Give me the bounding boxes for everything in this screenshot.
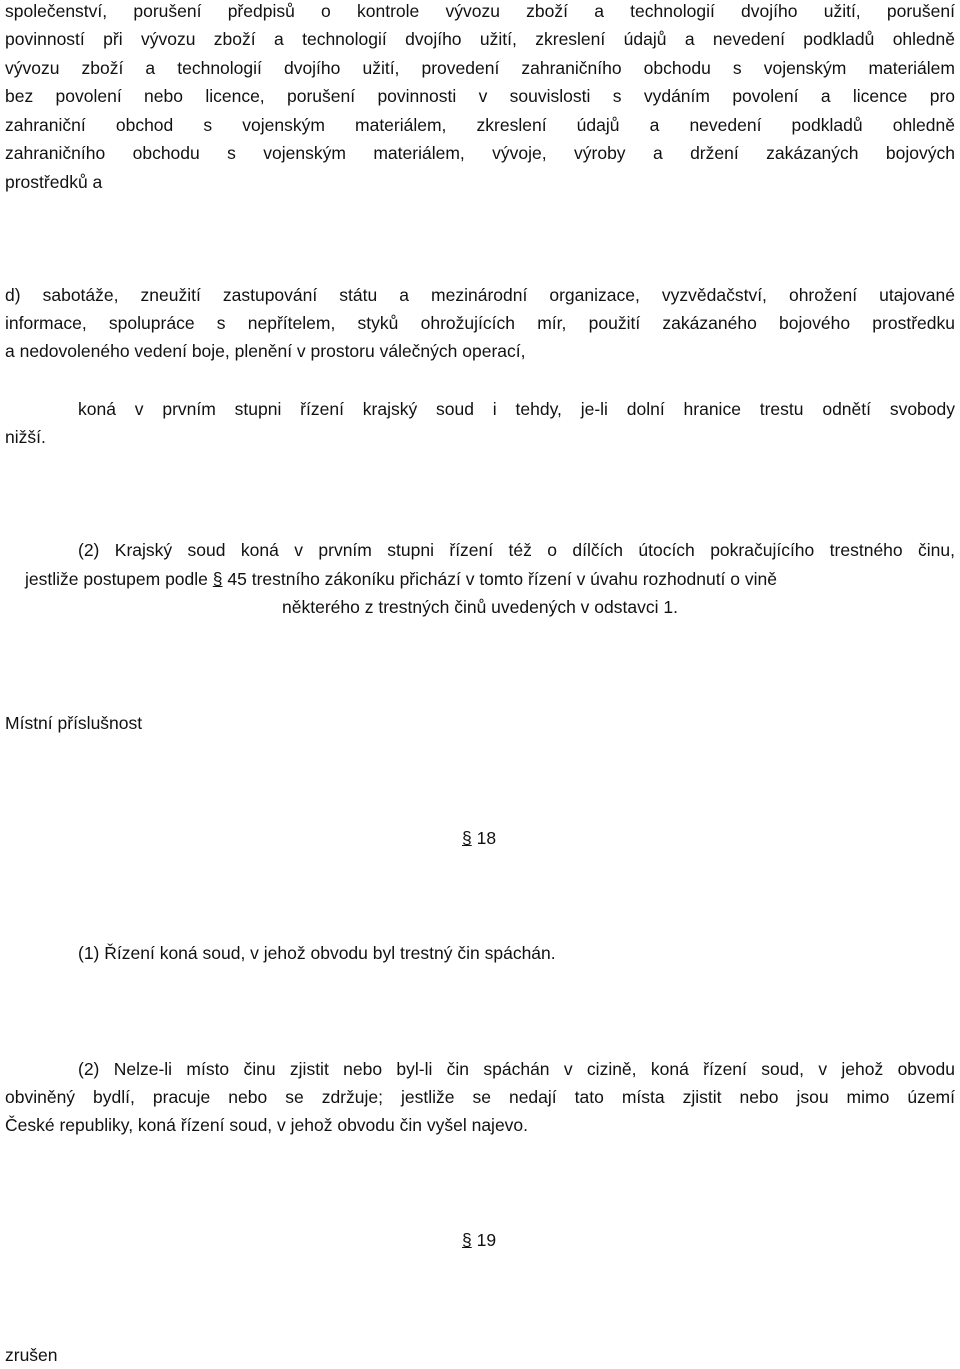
text-line: zahraniční obchod s vojenským materiálem, zkreslení údajů a nevedení podkladů ohledně xyxy=(5,115,955,135)
text-line: (2) Nelze-li místo činu zjistit nebo byl-li čin spáchán v cizině, koná řízení soud, v jehož obvodu xyxy=(78,1059,955,1079)
text-line: koná v prvním stupni řízení krajský soud i tehdy, je-li dolní hranice trestu odnětí svobody xyxy=(78,399,955,419)
section-number: 18 xyxy=(476,828,497,848)
text-line: zahraničního obchodu s vojenským materiálem, vývoje, výroby a držení zakázaných bojových xyxy=(5,143,955,163)
text-line: bez povolení nebo licence, porušení povinnosti v souvislosti s vydáním povolení a licence pro xyxy=(5,86,955,106)
section-heading-19 xyxy=(462,1226,496,1254)
text-line: České republiky, koná řízení soud, v jehož obvodu čin vyšel najevo. xyxy=(5,1115,529,1135)
section-sign: § xyxy=(212,569,223,589)
text-line xyxy=(25,565,777,593)
paragraph-18-1: (1) Řízení koná soud, v jehož obvodu byl trestný čin spáchán. xyxy=(78,943,556,963)
text-line: společenství, porušení předpisů o kontrole vývozu zboží a technologií dvojího užití, porušení xyxy=(5,1,955,21)
text-line: některého z trestných činů uvedených v odstavci 1. xyxy=(282,597,678,617)
text-line: d) sabotáže, zneužití zastupování státu a mezinárodní organizace, vyzvědačství, ohrožení utajované xyxy=(5,285,955,305)
section-heading-18 xyxy=(462,824,496,852)
text-span: jestliže postupem podle xyxy=(25,569,208,589)
text-line: prostředků a xyxy=(5,172,103,192)
paragraph-19: zrušen xyxy=(5,1345,58,1365)
section-sign: § xyxy=(462,1230,472,1250)
text-line: nižší. xyxy=(5,427,46,447)
text-line: a nedovoleného vedení boje, plenění v prostoru válečných operací, xyxy=(5,341,526,361)
text-line: informace, spolupráce s nepřítelem, styků ohrožujících mír, použití zakázaného bojového prostředku xyxy=(5,313,955,333)
text-line: obviněný bydlí, pracuje nebo se zdržuje; jestliže se nedají tato místa zjistit nebo jsou mimo území xyxy=(5,1087,955,1107)
text-span: 45 trestního zákoníku přichází v tomto řízení v úvahu rozhodnutí o vině xyxy=(227,569,777,589)
text-line: vývozu zboží a technologií dvojího užití, provedení zahraničního obchodu s vojenským materiálem xyxy=(5,58,955,78)
section-sign: § xyxy=(462,828,472,848)
text-line: (2) Krajský soud koná v prvním stupni řízení též o dílčích útocích pokračujícího trestného činu, xyxy=(78,540,955,560)
section-number: 19 xyxy=(476,1230,497,1250)
heading-mistni-prislusnost: Místní příslušnost xyxy=(5,713,143,733)
text-line: povinností při vývozu zboží a technologií dvojího užití, zkreslení údajů a nevedení podkladů ohledně xyxy=(5,29,955,49)
